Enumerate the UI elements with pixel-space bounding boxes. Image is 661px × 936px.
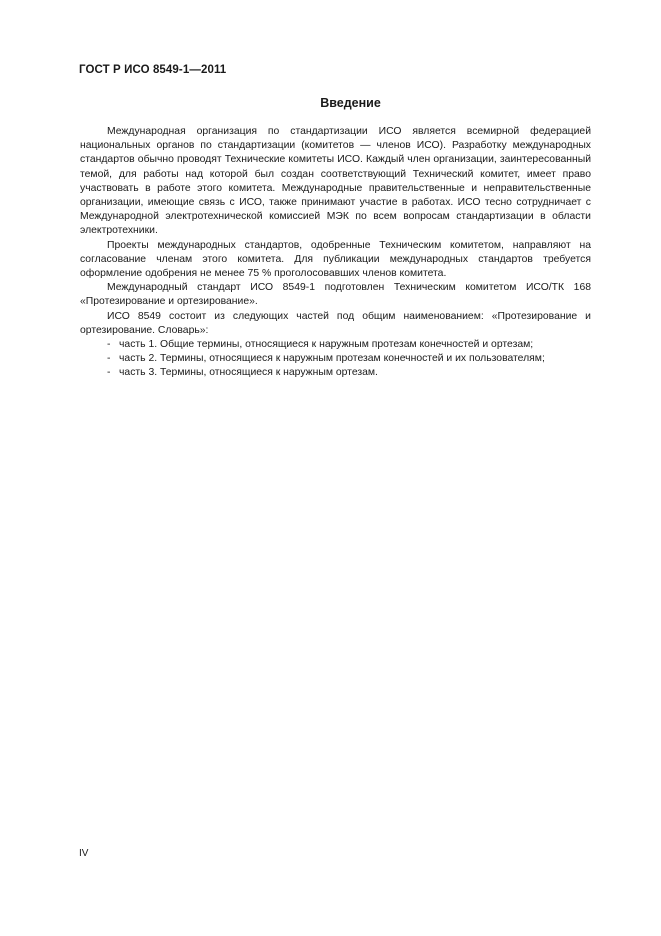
page-number: IV [79,848,89,859]
section-title: Введение [320,96,381,110]
list-item [80,352,591,366]
list-item-text: часть 2. Термины, относящиеся к наружным протезам конечностей и их пользователям; [119,353,545,365]
paragraph-standard-parts: ИСО 8549 состоит из следующих частей под общим наименованием: «Протезирование и ортезирование. Словарь»: [80,310,591,336]
list-bullet: - [107,339,111,351]
list-item [80,366,591,380]
list-bullet: - [107,353,111,365]
paragraph-draft-standards: Проекты международных стандартов, одобренные Техническим комитетом, направляют на согласование членам этого комитета. Для публикации международных стандартов требуется оформление одобрения не менее 75 % проголосовавших членов комитета. [80,239,591,280]
paragraph-iso-organization: Международная организация по стандартизации ИСО является всемирной федерацией национальных органов по стандартизации (комитетов — членов ИСО). Разработку международных стандартов обычно проводят Технические комитеты ИСО. Каждый член организации, заинтересованный темой, для работы над которой был создан соответствующий Технический комитет, имеет право участвовать в работе этого комитета. Международные правительственные и неправительственные организации, имеющие связь с ИСО, также принимают участие в работах. ИСО тесно сотрудничает с Международной электротехнической комиссией МЭК по всем вопросам стандартизации в области электротехники. [80,126,591,237]
list-item-text: часть 1. Общие термины, относящиеся к наружным протезам конечностей и ортезам; [119,339,534,351]
parts-list [80,338,591,381]
list-bullet: - [107,367,111,379]
body-text [80,125,591,381]
document-header: ГОСТ Р ИСО 8549-1—2011 [79,64,227,76]
list-item-text: часть 3. Термины, относящиеся к наружным ортезам. [119,367,378,379]
list-item [80,338,591,352]
paragraph-standard-preparation: Международный стандарт ИСО 8549-1 подготовлен Техническим комитетом ИСО/ТК 168 «Протезирование и ортезирование». [80,282,591,308]
